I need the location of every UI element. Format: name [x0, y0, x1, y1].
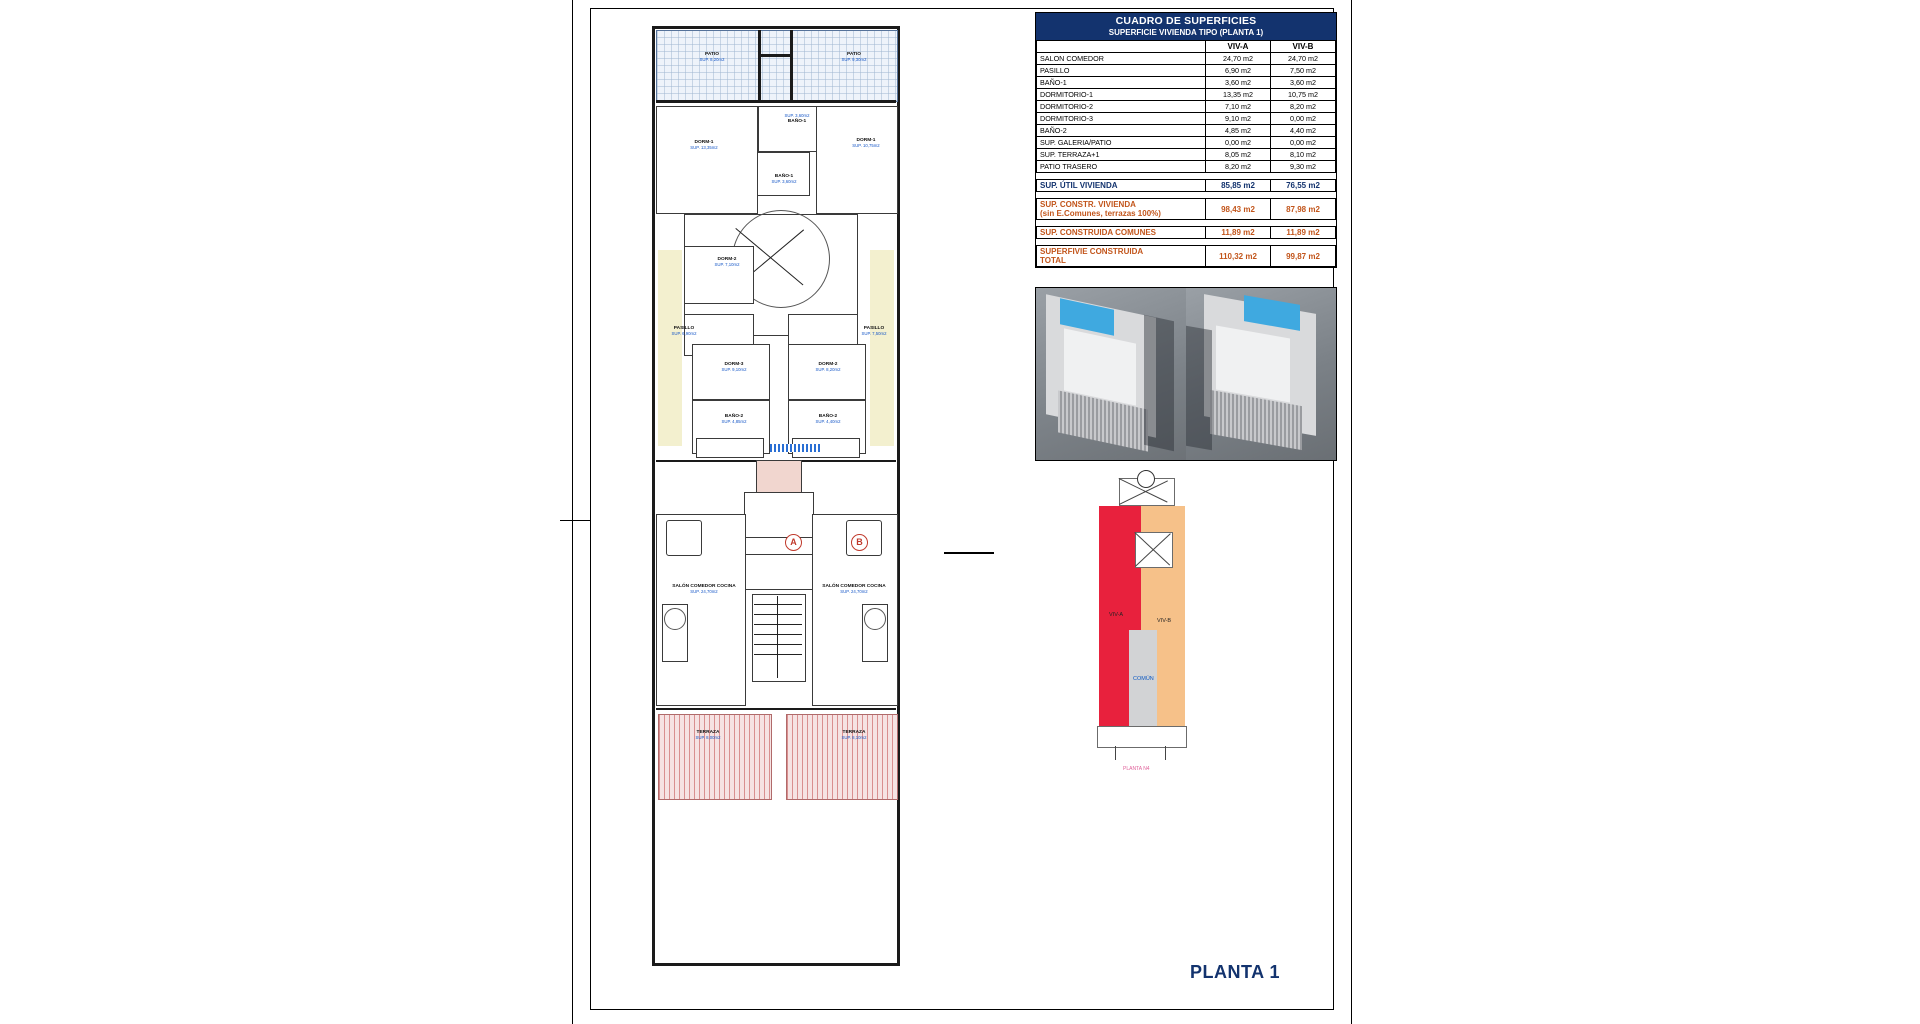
gallery-right-strip	[870, 250, 894, 446]
dining-table-left	[666, 520, 702, 556]
render-image-right	[1186, 288, 1336, 460]
table-title: CUADRO DE SUPERFICIES	[1115, 15, 1257, 27]
summary-row-util	[1037, 180, 1336, 192]
summary-label: SUP. ÚTIL VIVIENDA	[1037, 180, 1206, 192]
summary-value-a: 110,32 m2	[1206, 246, 1271, 267]
label-patio-left: PATIO SUP. 8,20m2	[699, 52, 725, 62]
wall-top	[652, 26, 900, 29]
wall-bottom	[652, 963, 900, 966]
table-row	[1037, 161, 1336, 173]
row-label: DORMITORIO-2	[1037, 101, 1206, 113]
summary-row-total	[1037, 246, 1336, 267]
row-label: PATIO TRASERO	[1037, 161, 1206, 173]
summary-label: SUP. CONSTRUIDA COMUNES	[1037, 227, 1206, 239]
label-dorm-2-right: DORM-2 SUP. 8,20m2	[815, 362, 841, 372]
stair-step-4	[754, 634, 802, 635]
key-plan-diagram	[1085, 470, 1285, 800]
summary-value-b: 11,89 m2	[1271, 227, 1336, 239]
floor-plan	[640, 14, 992, 980]
wall-left	[652, 26, 655, 966]
table-header	[1036, 13, 1336, 40]
summary-label-constr	[1037, 199, 1206, 220]
patio-divider-wall	[758, 30, 761, 100]
summary-row-constr	[1037, 199, 1336, 220]
col-head-blank	[1037, 41, 1206, 53]
patio-bottom-wall	[656, 100, 896, 103]
patio-divider-wall-2	[790, 30, 793, 100]
room-dorm-2-left	[684, 246, 754, 304]
patio-stub-wall	[760, 54, 792, 57]
row-label: DORMITORIO-1	[1037, 89, 1206, 101]
render-image-left	[1036, 288, 1186, 460]
row-label: PASILLO	[1037, 65, 1206, 77]
landing-core	[744, 492, 814, 538]
patio-hatch-area	[656, 30, 898, 102]
row-label: BAÑO-2	[1037, 125, 1206, 137]
row-value-a: 9,10 m2	[1206, 113, 1271, 125]
table-spacer	[1037, 192, 1336, 199]
summary-label-line1: SUP. CONSTR. VIVIENDA	[1040, 200, 1136, 209]
label-salon-left: SALÓN COMEDOR COCINA SUP. 24,70m2	[672, 584, 736, 594]
row-value-b: 8,10 m2	[1271, 149, 1336, 161]
table-spacer	[1037, 220, 1336, 227]
surfaces-table	[1035, 12, 1337, 268]
left-tick-mark	[560, 520, 590, 521]
lift-core	[756, 460, 802, 494]
label-salon-right: SALÓN COMEDOR COCINA SUP. 24,70m2	[822, 584, 886, 594]
summary-value-a: 11,89 m2	[1206, 227, 1271, 239]
coffee-table-right	[864, 608, 886, 630]
summary-label-line2: (sin E.Comunes, terrazas 100%)	[1040, 209, 1161, 218]
render-shadow-left	[1144, 315, 1174, 451]
row-value-a: 7,10 m2	[1206, 101, 1271, 113]
summary-value-a: 98,43 m2	[1206, 199, 1271, 220]
label-pasillo-left: PASILLO SUP. 6,90m2	[671, 326, 697, 336]
label-dorm-2-left: DORM-2 SUP. 7,10m2	[714, 257, 740, 267]
row-value-a: 3,60 m2	[1206, 77, 1271, 89]
row-value-a: 24,70 m2	[1206, 53, 1271, 65]
col-head-viv-a: VIV-A	[1206, 41, 1271, 53]
room-dorm-1-left	[656, 106, 758, 214]
label-patio-right: PATIO SUP. 9,30m2	[841, 52, 867, 62]
table-row	[1037, 113, 1336, 125]
label-terraza-left: TERRAZA SUP. 8,00m2	[695, 730, 721, 740]
summary-value-b: 76,55 m2	[1271, 180, 1336, 192]
label-bano-1-upper: SUP. 3,60m2 BAÑO-1	[784, 113, 810, 124]
table-column-headers	[1037, 41, 1336, 53]
row-value-b: 9,30 m2	[1271, 161, 1336, 173]
terrace-right	[786, 714, 898, 800]
stair-step-1	[754, 604, 802, 605]
row-value-b: 7,50 m2	[1271, 65, 1336, 77]
row-value-b: 24,70 m2	[1271, 53, 1336, 65]
coffee-table-left	[664, 608, 686, 630]
label-dorm-3: DORM-3 SUP. 9,10m2	[721, 362, 747, 372]
row-value-a: 8,20 m2	[1206, 161, 1271, 173]
table-row	[1037, 101, 1336, 113]
render-shadow-right	[1186, 326, 1212, 451]
label-bano-2-left: BAÑO-2 SUP. 4,85m2	[721, 414, 747, 424]
col-head-viv-b: VIV-B	[1271, 41, 1336, 53]
summary-label-total	[1037, 246, 1206, 267]
keyplan-label-comun: COMÚN	[1133, 676, 1154, 682]
gallery-left-strip	[658, 250, 682, 446]
summary-row-comunes	[1037, 227, 1336, 239]
entrance-hall	[744, 554, 814, 590]
row-value-a: 4,85 m2	[1206, 125, 1271, 137]
table-spacer	[1037, 173, 1336, 180]
keyplan-bottom-tick-1	[1115, 746, 1116, 760]
table-row	[1037, 65, 1336, 77]
row-value-a: 0,00 m2	[1206, 137, 1271, 149]
keyplan-circle	[1137, 470, 1155, 488]
stair-step-3	[754, 624, 802, 625]
stairwell	[752, 594, 806, 682]
row-label: SUP. TERRAZA+1	[1037, 149, 1206, 161]
table-row	[1037, 53, 1336, 65]
row-value-b: 8,20 m2	[1271, 101, 1336, 113]
terrace-top-wall	[656, 708, 896, 710]
keyplan-label-viv-b: VIV-B	[1157, 618, 1172, 624]
row-value-b: 0,00 m2	[1271, 137, 1336, 149]
row-label: SALON COMEDOR	[1037, 53, 1206, 65]
table-row	[1037, 77, 1336, 89]
row-value-a: 13,35 m2	[1206, 89, 1271, 101]
row-label: SUP. GALERIA/PATIO	[1037, 137, 1206, 149]
row-value-b: 10,75 m2	[1271, 89, 1336, 101]
summary-value-b: 87,98 m2	[1271, 199, 1336, 220]
summary-value-a: 85,85 m2	[1206, 180, 1271, 192]
terrace-left	[658, 714, 772, 800]
table-row	[1037, 137, 1336, 149]
render-terrace-right	[1216, 325, 1290, 402]
row-value-a: 6,90 m2	[1206, 65, 1271, 77]
row-label: BAÑO-1	[1037, 77, 1206, 89]
row-label: DORMITORIO-3	[1037, 113, 1206, 125]
summary-label-line2: TOTAL	[1040, 256, 1066, 265]
summary-value-b: 99,87 m2	[1271, 246, 1336, 267]
row-value-b: 0,00 m2	[1271, 113, 1336, 125]
label-dorm-1-right: DORM-1 SUP. 10,75m2	[852, 138, 880, 148]
stair-step-5	[754, 644, 802, 645]
label-terraza-right: TERRAZA SUP. 8,10m2	[841, 730, 867, 740]
table-body	[1036, 40, 1336, 267]
table-row	[1037, 149, 1336, 161]
label-bano-1-lower: BAÑO-1 SUP. 3,60m2	[771, 174, 797, 184]
stair-hatch-strip	[770, 444, 820, 452]
row-value-a: 8,05 m2	[1206, 149, 1271, 161]
table-spacer	[1037, 239, 1336, 246]
stair-step-6	[754, 654, 802, 655]
table-row	[1037, 89, 1336, 101]
room-dorm-1-right	[816, 106, 898, 214]
label-dorm-1-left: DORM-1 SUP. 13,35m2	[690, 140, 718, 150]
keyplan-label-planta: PLANTA N4	[1123, 766, 1150, 772]
row-value-b: 3,60 m2	[1271, 77, 1336, 89]
table-subtitle: SUPERFICIE VIVIENDA TIPO (PLANTA 1)	[1108, 28, 1264, 37]
label-pasillo-right: PASILLO SUP. 7,50m2	[861, 326, 887, 336]
summary-label-line1: SUPERFIVIE CONSTRUIDA	[1040, 247, 1144, 256]
keyplan-bottom-tick-2	[1165, 746, 1166, 760]
sheet-footer-title: PLANTA 1	[1190, 962, 1281, 982]
keyplan-bottom-block	[1097, 726, 1187, 748]
kitchen-counter-left	[696, 438, 764, 458]
keyplan-label-viv-a: VIV-A	[1109, 612, 1124, 618]
stair-step-2	[754, 614, 802, 615]
label-bano-2-right: BAÑO-2 SUP. 4,40m2	[815, 414, 841, 424]
row-value-b: 4,40 m2	[1271, 125, 1336, 137]
render-images-panel	[1035, 287, 1337, 461]
unit-marker-b: B	[851, 534, 868, 551]
table-row	[1037, 125, 1336, 137]
unit-marker-a: A	[785, 534, 802, 551]
stair-center-line	[777, 596, 778, 678]
